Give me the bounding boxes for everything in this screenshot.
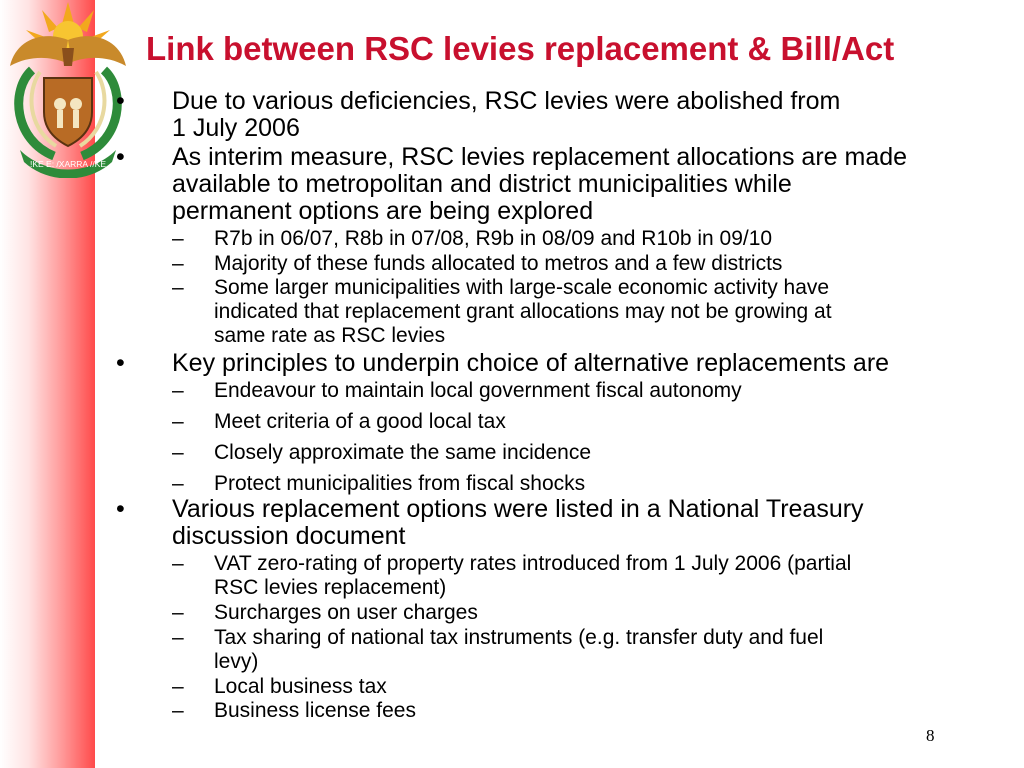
slide-title: Link between RSC levies replacement & Bill/Act [146,30,895,67]
bullet-line: Key principles to underpin choice of alternative replacements are [172,348,890,377]
bullet-item [116,87,841,142]
dash-marker: – [172,378,184,402]
sub-bullet-item [172,227,773,251]
bullet-marker: • [116,495,125,523]
bullet-item [116,348,890,377]
sub-bullet-item [172,378,742,403]
bullet-line: discussion document [172,522,406,550]
bullet-marker: • [116,87,125,115]
dash-marker: – [172,276,184,299]
bullet-line: Various replacement options were listed in a National Treasury [172,495,864,523]
bullet-line: Tax sharing of national tax instruments (e.g. transfer duty and fuel [214,625,824,649]
sub-bullet-item [172,440,592,465]
sub-bullet-item [172,552,852,600]
sub-bullet-item [172,625,824,674]
dash-marker: – [172,625,184,649]
sub-bullet-item [172,699,416,723]
bullet-line: VAT zero-rating of property rates introduced from 1 July 2006 (partial [214,552,852,575]
bullet-line: RSC levies replacement) [214,576,447,599]
bullet-line: 1 July 2006 [172,114,300,142]
bullet-line: levy) [214,649,259,673]
bullet-line: indicated that replacement grant allocations may not be growing at [214,300,832,323]
bullet-item [116,495,864,550]
bullet-line: Some larger municipalities with large-scale economic activity have [214,276,830,299]
sub-bullet-item [172,601,478,625]
bullet-line: permanent options are being explored [172,197,594,225]
bullet-line: Protect municipalities from fiscal shocks [214,471,586,495]
bullet-marker: • [116,348,125,377]
motto-text: !KE E: /XARRA //KE [29,159,107,169]
coat-of-arms-logo [2,0,134,178]
bullet-line: Local business tax [214,674,387,698]
dash-marker: – [172,251,184,275]
dash-marker: – [172,699,184,722]
dash-marker: – [172,674,184,698]
page-number: 8 [926,726,935,745]
bullet-line: same rate as RSC levies [214,324,446,347]
bullet-line: Meet criteria of a good local tax [214,409,506,433]
sub-bullet-item [172,471,586,496]
bullet-line: Endeavour to maintain local government fiscal autonomy [214,378,742,402]
bullet-line: Business license fees [214,699,416,722]
sub-bullet-item [172,251,783,276]
sub-bullet-item [172,276,832,348]
dash-marker: – [172,227,184,250]
sub-bullet-item [172,409,506,434]
bullet-line: Majority of these funds allocated to metros and a few districts [214,251,783,275]
bullet-line: Surcharges on user charges [214,601,478,624]
dash-marker: – [172,471,184,495]
bullet-line: Closely approximate the same incidence [214,440,592,464]
dash-marker: – [172,409,184,433]
bullet-line: Due to various deficiencies, RSC levies were abolished from [172,87,841,115]
bullet-line: As interim measure, RSC levies replacement allocations are made [172,143,908,171]
bullet-line: R7b in 06/07, R8b in 07/08, R9b in 08/09 and R10b in 09/10 [214,227,773,250]
dash-marker: – [172,440,184,464]
dash-marker: – [172,552,184,575]
bullet-line: available to metropolitan and district municipalities while [172,170,792,198]
sub-bullet-item [172,674,387,699]
dash-marker: – [172,601,184,624]
bullet-item [116,143,908,225]
bullet-marker: • [116,143,125,171]
